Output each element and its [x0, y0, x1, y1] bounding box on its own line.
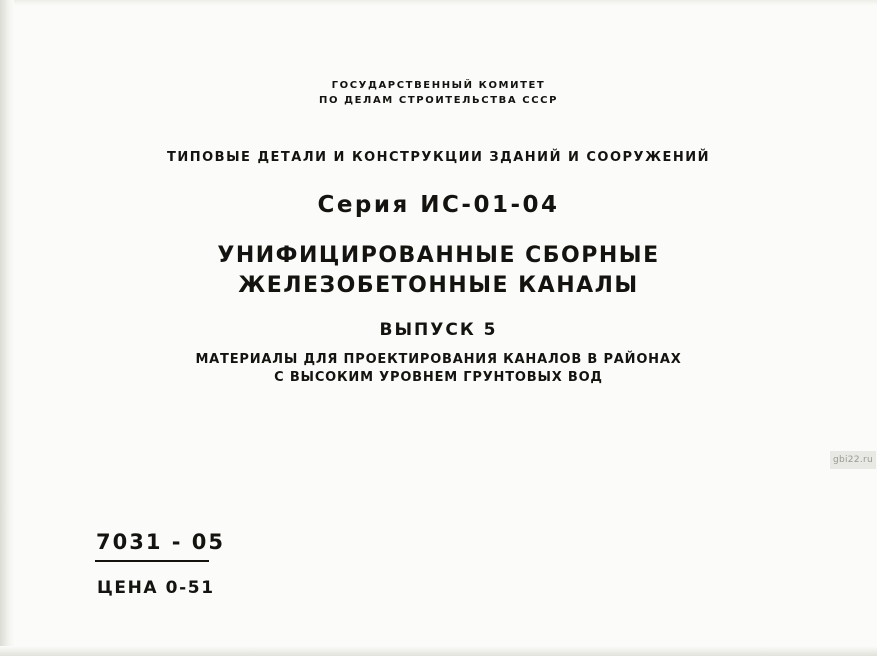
watermark: gbi22.ru [830, 451, 876, 469]
price-label: ЦЕНА 0-51 [97, 578, 215, 598]
code-underline [95, 560, 209, 562]
series-kind-label: ТИПОВЫЕ ДЕТАЛИ И КОНСТРУКЦИИ ЗДАНИЙ И СООРУЖЕНИЙ [166, 150, 711, 165]
issue-number: ВЫПУСК 5 [379, 320, 498, 340]
document-subtitle-line-1: МАТЕРИАЛЫ ДЛЯ ПРОЕКТИРОВАНИЯ КАНАЛОВ В РАЙОНАХ [195, 352, 682, 367]
series-code: Серия ИС-01-04 [317, 192, 560, 218]
document-code-number: 7031 - 05 [96, 530, 226, 554]
organization-line-1: ГОСУДАРСТВЕННЫЙ КОМИТЕТ [331, 80, 546, 91]
organization-line-2: ПО ДЕЛАМ СТРОИТЕЛЬСТВА СССР [318, 95, 559, 106]
document-title-line-2: ЖЕЛЕЗОБЕТОННЫЕ КАНАЛЫ [238, 273, 639, 298]
document-title-line-1: УНИФИЦИРОВАННЫЕ СБОРНЫЕ [217, 243, 660, 268]
document-subtitle-line-2: С ВЫСОКИМ УРОВНЕМ ГРУНТОВЫХ ВОД [274, 370, 603, 385]
